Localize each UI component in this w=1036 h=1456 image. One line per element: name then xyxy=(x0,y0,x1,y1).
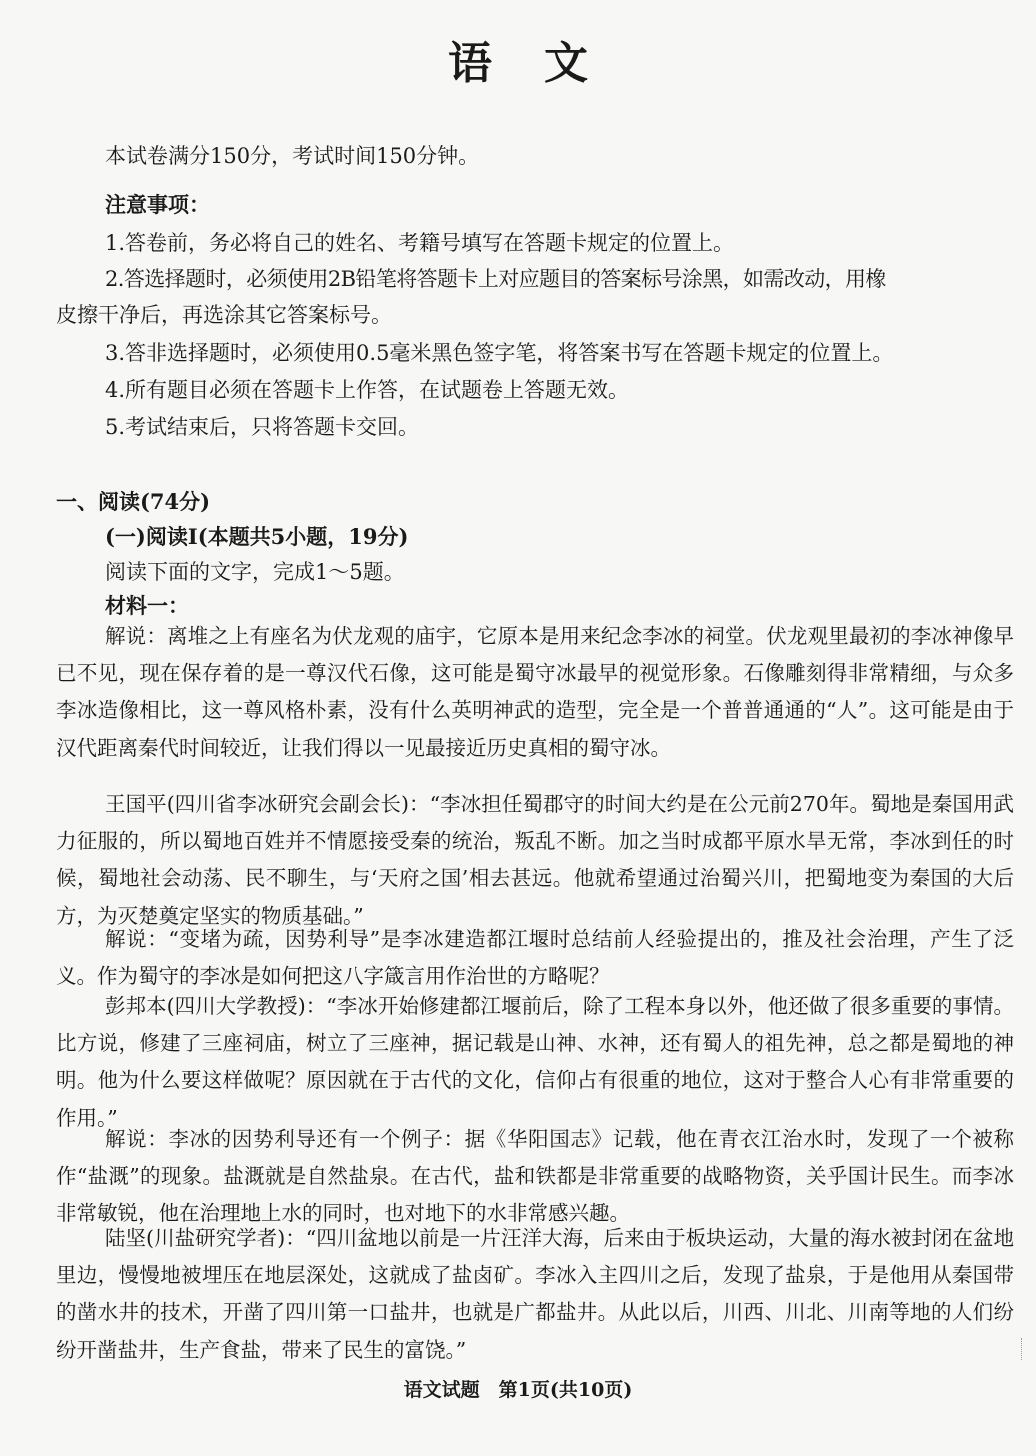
note-3: 3.答非选择题时，必须使用0.5毫米黑色签字笔，将答案书写在答题卡规定的位置上。 xyxy=(105,341,894,365)
paragraph-narration-1: 解说：离堆之上有座名为伏龙观的庙宇，它原本是用来纪念李冰的祠堂。伏龙观里最初的李冰神像早已不见，现在保存着的是一尊汉代石像，这可能是蜀守冰最早的视觉形象。石像雕刻得非常精细，与众多李冰造像相比，这一尊风格朴素，没有什么英明神武的造型，完全是一个普普通通的“人”。这可能是由于汉代距离秦代时间较近，让我们得以一见最接近历史真相的蜀守冰。 xyxy=(56,624,1014,760)
paragraph-wang-guoping: 王国平(四川省李冰研究会副会长)：“李冰担任蜀郡守的时间大约是在公元前270年。蜀地是秦国用武力征服的，所以蜀地百姓并不情愿接受秦的统治，叛乱不断。加之当时成都平原水旱无常，李冰到任的时候，蜀地社会动荡、民不聊生，与‘天府之国’相去甚远。他就希望通过治蜀兴川，把蜀地变为秦国的大后方，为灭楚奠定坚实的物质基础。” xyxy=(56,792,1014,928)
paragraph-narration-3: 解说：李冰的因势利导还有一个例子：据《华阳国志》记载，他在青衣江治水时，发现了一个被称作“盐溉”的现象。盐溉就是自然盐泉。在古代，盐和铁都是非常重要的战略物资，关乎国计民生。而李冰非常敏锐，他在治理地上水的同时，也对地下的水非常感兴趣。 xyxy=(56,1127,1014,1226)
note-4: 4.所有题目必须在答题卡上作答，在试题卷上答题无效。 xyxy=(105,378,630,402)
subsection-heading: (一)阅读Ⅰ(本题共5小题，19分) xyxy=(105,524,409,549)
section-heading: 一、阅读(74分) xyxy=(56,489,211,514)
paragraph-lu-jian: 陆坚(川盐研究学者)：“四川盆地以前是一片汪洋大海，后来由于板块运动，大量的海水被封闭在盆地里边，慢慢地被埋压在地层深处，这就成了盐卤矿。李冰入主四川之后，发现了盐泉，于是他用从秦国带的凿水井的技术，开凿了四川第一口盐井，也就是广都盐井。从此以后，川西、川北、川南等地的人们纷纷开凿盐井，生产食盐，带来了民生的富饶。” xyxy=(56,1226,1014,1362)
page-title: 语文 xyxy=(448,38,640,89)
paragraph-narration-2: 解说：“变堵为疏，因势利导”是李冰建造都江堰时总结前人经验提出的，推及社会治理，产生了泛义。作为蜀守的李冰是如何把这八字箴言用作治世的方略呢？ xyxy=(56,927,1014,989)
paragraph-peng-bangben: 彭邦本(四川大学教授)：“李冰开始修建都江堰前后，除了工程本身以外，他还做了很多重要的事情。比方说，修建了三座祠庙，树立了三座神，据记载是山神、水神，还有蜀人的祖先神，总之都是蜀地的神明。他为什么要这样做呢？原因就在于古代的文化，信仰占有很重的地位，这对于整合人心有非常重要的作用。” xyxy=(56,994,1014,1130)
instruction-line: 阅读下面的文字，完成1～5题。 xyxy=(105,560,405,584)
page-footer: 语文试题 第1页(共10页) xyxy=(403,1379,633,1401)
scan-speck xyxy=(1015,1338,1022,1360)
score-time-line: 本试卷满分150分，考试时间150分钟。 xyxy=(105,144,480,168)
note-5: 5.考试结束后，只将答题卡交回。 xyxy=(105,415,420,439)
note-1: 1.答卷前，务必将自己的姓名、考籍号填写在答题卡规定的位置上。 xyxy=(105,231,735,255)
note-2: 2.答选择题时，必须使用2B铅笔将答题卡上对应题目的答案标号涂黑，如需改动，用橡 xyxy=(105,267,886,291)
notice-heading: 注意事项： xyxy=(105,192,210,217)
note-2-continued: 皮擦干净后，再选涂其它答案标号。 xyxy=(56,303,392,327)
material-label: 材料一： xyxy=(105,593,189,618)
